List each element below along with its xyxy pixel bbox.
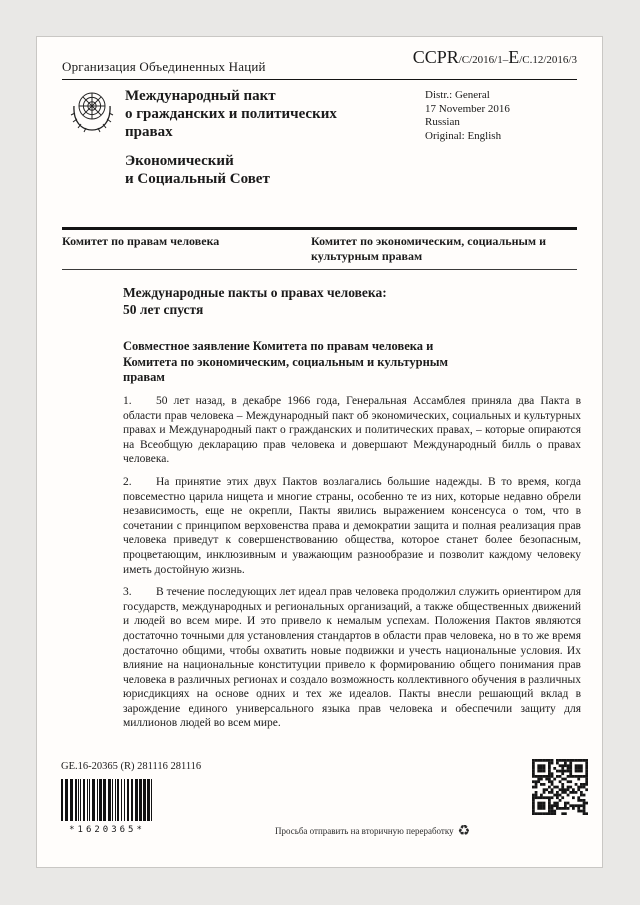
symbol-part-ccpr: CCPR	[412, 47, 459, 67]
committee-left-heading: Комитет по правам человека	[62, 234, 220, 248]
document-symbol	[413, 47, 577, 68]
paragraph-3-number: 3.	[123, 586, 132, 599]
joint-statement-subtitle: Совместное заявление Комитета по правам человека и Комитета по экономическим, социальным и культурным правам	[123, 339, 449, 384]
distr-language: Russian	[425, 116, 460, 128]
paragraph-1	[123, 394, 581, 467]
barcode	[61, 779, 155, 821]
document-body	[123, 394, 581, 739]
distr-type: Distr.: General	[425, 89, 490, 101]
document-title-line2: 50 лет спустя	[123, 302, 204, 317]
covenant-title-line2: о гражданских и политических	[125, 106, 337, 122]
council-title-line1: Экономический	[125, 153, 234, 169]
paragraph-2	[123, 475, 581, 577]
recycle-notice-text: Просьба отправить на вторичную переработку	[275, 826, 454, 836]
symbol-part-e: E	[508, 47, 520, 67]
paragraph-2-number: 2.	[123, 475, 132, 488]
document-page	[36, 36, 603, 868]
paragraph-1-text: 50 лет назад, в декабре 1966 года, Генеральная Ассамблея приняла два Пакта в области прав человека – Международный пакт об экономических, социальных и культурных правах и Международный пакт о гражданских и политических правах, – которые опираются на Всеобщую декларацию прав человека и довершают Международный билль о правах человека.	[123, 395, 581, 466]
recycle-icon: ♻	[457, 823, 471, 839]
covenant-title-line3: правах	[125, 124, 173, 140]
barcode-text: *1620365*	[69, 825, 145, 835]
committees-top-rule	[62, 227, 577, 230]
symbol-part-2: /C.12/2016/3	[519, 54, 577, 66]
covenant-title	[125, 87, 337, 141]
distr-date: 17 November 2016	[425, 102, 510, 115]
covenant-title-line1: Международный пакт	[125, 88, 276, 104]
paragraph-3	[123, 585, 581, 731]
committee-right-heading: Комитет по экономическим, социальным и культурным правам	[311, 234, 546, 263]
qr-code	[532, 759, 588, 815]
paragraph-2-text: На принятие этих двух Пактов возлагались большие надежды. В то время, когда повсеместно царила нищета и многие страны, особенно те из них, которые недавно обрели независимость, еще не окрепли, Пакты явились выражением консенсуса о том, что в сочетании с принципом верховенства права и демократии защита и полная реализация прав человека приведут к совершенствованию общества, которое станет более безопасным, процветающим, инклюзивным и уважающим разнообразие и позволит каждому человеку иметь достойную жизнь.	[123, 475, 581, 576]
symbol-part-1: /C/2016/1–	[458, 54, 509, 66]
paragraph-3-text: В течение последующих лет идеал прав человека продолжил служить ориентиром для государств, международных и региональных организаций, а также общественных движений и людей во всем мире. И это привело к немалым успехам. Положения Пактов являются достаточно точными для установления стандартов в области прав человека, но в то же время достаточно общими, чтобы охватить новые подвижки и учесть национальные условия. Их влияние на национальные конституции привело к формированию общего понимания прав человека в различных регионах и создало возможность коллективного обучения в различных юрисдикциях на основе одних и тех же идеалов. Пакты внесли решающий вклад в зарождение единого универсального языка прав человека и обеспечили защиту для миллионов людей во всем мире.	[123, 586, 581, 730]
un-emblem-icon	[67, 86, 117, 136]
header-rule	[62, 79, 577, 80]
distribution-info	[425, 89, 510, 143]
committees-row	[62, 234, 577, 264]
paragraph-1-number: 1.	[123, 395, 132, 407]
council-title-line2: и Социальный Совет	[125, 171, 270, 187]
document-title-line1: Международные пакты о правах человека:	[123, 285, 387, 300]
un-org-name: Организация Объединенных Наций	[62, 59, 266, 74]
recycle-notice	[275, 825, 470, 837]
ge-reference: GE.16-20365 (R) 281116 281116	[61, 761, 202, 772]
committees-bottom-rule	[62, 269, 577, 270]
document-title	[123, 284, 387, 318]
council-title	[125, 152, 270, 188]
distr-original: Original: English	[425, 129, 502, 142]
